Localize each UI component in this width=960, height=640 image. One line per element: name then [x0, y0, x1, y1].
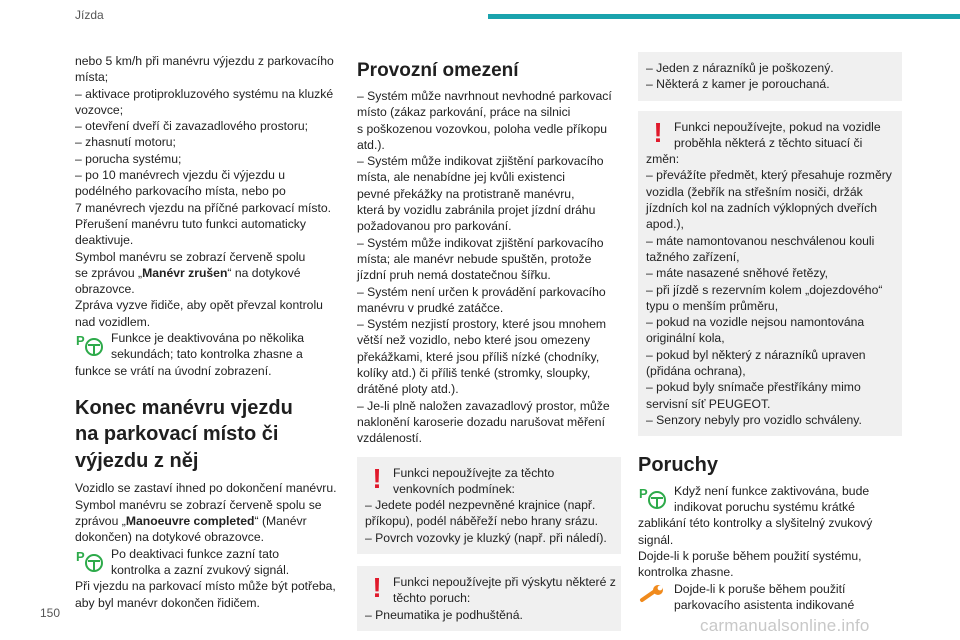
text-line: příkopu), podél náběřeží nebo hrany srázu.: [365, 514, 599, 529]
text-line: Dojde-li k poruše během použití systému,: [638, 548, 862, 563]
note-line: parkovacího asistenta indikované: [674, 597, 855, 612]
text-line: která by vozidlu zabránila projet jízdní dráhu: [357, 203, 596, 218]
intro-text: [75, 53, 345, 265]
column-3: [638, 52, 902, 613]
text-line: zablikání této kontrolky a slyšitelný zvukový: [638, 516, 873, 531]
warning-line: venkovních podmínek:: [393, 481, 515, 496]
warning-box: [638, 111, 902, 437]
text-line: podélného parkovacího místa, nebo po: [75, 184, 286, 199]
text-line: – Povrch vozovky je kluzký (např. při náledí).: [365, 530, 607, 545]
text-line: místa; ale manévr nebude spuštěn, protože: [357, 251, 592, 266]
text-line: místo (zákaz parkování, práce na silnici: [357, 105, 571, 120]
column-1: [75, 53, 345, 611]
text-line: – zhasnutí motoru;: [75, 135, 176, 150]
text-line: – Senzory nebyly pro vozidlo schváleny.: [646, 412, 862, 427]
text-line: – pokud na vozidle nejsou namontována: [646, 315, 865, 330]
message-line: se zprávou „Manévr zrušen“ na dotykové: [75, 265, 301, 280]
text-line: servisní síť PEUGEOT.: [646, 396, 771, 411]
warning-line: Funkci nepoužívejte, pokud na vozidle: [674, 119, 881, 134]
text-line: – aktivace protiprokluzového systému na kluzké: [75, 86, 334, 101]
note-line: sekundách; tato kontrolka zhasne a: [111, 347, 303, 362]
text-line: – Jedete podél nezpevněné krajnice (např.: [365, 498, 596, 513]
column-2: [357, 58, 621, 631]
warning-icon: !: [372, 462, 382, 494]
svg-text:P: P: [639, 485, 648, 501]
text-line: Přerušení manévru tuto funkci automaticky: [75, 216, 306, 231]
text-line: Symbol manévru se zobrazí červeně spolu: [75, 249, 306, 264]
note-line: indikovat poruchu systému krátké: [674, 500, 855, 515]
text-line: (přidána ochrana),: [646, 364, 746, 379]
note-line: Funkce je deaktivována po několika: [111, 331, 305, 346]
note-line: Po deaktivaci funkce zazní tato: [111, 546, 280, 561]
text-line: – Systém může indikovat zjištění parkovacího: [357, 235, 604, 250]
body-line: Symbol manévru se zobrazí červeně spolu se: [75, 497, 322, 512]
note-line: aby byl manévr dokončen řidičem.: [75, 595, 260, 610]
note-line: Při vjezdu na parkovací místo může být potřeba,: [75, 579, 336, 594]
watermark: carmanualsonline.info: [700, 616, 870, 635]
text-line: jízdních kol na zadních výklopných dveřích: [646, 201, 878, 216]
text-line: kolíky atd.) či příliš tenké (stromky, sloupky,: [357, 366, 591, 381]
text-line: Zpráva vyzve řidiče, aby opět převzal kontrolu: [75, 298, 323, 313]
section-heading: Konec manévru vjezdu na parkovací místo či výjezdu z něj: [75, 396, 293, 472]
limitations-list: [357, 88, 621, 447]
park-assist-icon: [638, 485, 668, 511]
section-title: Jízda: [75, 8, 104, 22]
text-line: – Systém může indikovat zjištění parkovacího: [357, 154, 604, 169]
icon-note: [75, 546, 345, 579]
page-number: 150: [40, 606, 61, 620]
text-line: požadovanou pro parkování.: [357, 219, 512, 234]
text-line: – Systém nezjistí prostory, které jsou mnohem: [357, 317, 607, 332]
text-line: – Systém není určen k provádění parkovacího: [357, 284, 606, 299]
text-line: – Systém může navrhnout nevhodné parkovací: [357, 89, 612, 103]
note-line: kontrolka a zazní zvukový signál.: [111, 562, 290, 577]
box-line: – Jeden z nárazníků je poškozený.: [646, 61, 834, 75]
park-assist-icon: [75, 548, 105, 574]
text-line: místa;: [75, 70, 109, 85]
message-name: Manévr zrušen: [142, 265, 228, 280]
warning-line: proběhla některá z těchto situací či: [674, 135, 863, 150]
text-line: kontrolka zhasne.: [638, 565, 734, 580]
text-line: – porucha systému;: [75, 151, 182, 166]
after-message-text: [75, 281, 345, 330]
header-accent-bar: [488, 14, 960, 19]
warning-box: [357, 566, 621, 631]
warning-icon: !: [372, 572, 382, 604]
text-line: naklonění karoserie dozadu narušovat měření: [357, 414, 605, 429]
message-line: zprávou „Manoeuvre completed“ (Manévr: [75, 514, 307, 529]
icon-note: [75, 330, 345, 363]
text-line: vzdáleností.: [357, 431, 423, 446]
text-line: s poškozenou vozovkou, poloha vedle příkopu: [357, 121, 608, 136]
warning-line: Funkci nepoužívejte při výskytu některé z: [393, 575, 616, 590]
body-line: Vozidlo se zastaví ihned po dokončení manévru.: [75, 481, 337, 496]
text-line: atd.).: [357, 137, 385, 152]
text-line: – máte nasazené sněhové řetězy,: [646, 266, 829, 281]
wrench-icon: [638, 583, 668, 605]
text-line: pevné překážky na protistraně manévru,: [357, 186, 575, 201]
note-line: funkce se vrátí na úvodní zobrazení.: [75, 363, 272, 378]
text-line: obrazovce.: [75, 282, 135, 297]
text-line: tažného zařízení,: [646, 249, 740, 264]
text-line: – Je-li plně naložen zavazadlový prostor, může: [357, 398, 610, 413]
text-line: – při jízdě s rezervním kolem „dojezdového“: [646, 282, 883, 297]
note-line: Když není funkce zaktivována, bude: [674, 483, 870, 498]
body-line: dokončen) na dotykové obrazovce.: [75, 530, 265, 545]
text-line: překážkami, které jsou příliš nízké (chodníky,: [357, 349, 600, 364]
text-line: vozovce;: [75, 102, 124, 117]
warning-line: těchto poruch:: [393, 591, 471, 606]
section-heading: Poruchy: [638, 454, 719, 477]
svg-text:P: P: [76, 548, 85, 564]
note-line: Dojde-li k poruše během použití: [674, 581, 846, 596]
text-line: typu o menším průměru,: [646, 298, 779, 313]
warning-icon: !: [653, 116, 663, 148]
text-line: 7 manévrech vjezdu na příčné parkovací místo.: [75, 200, 332, 215]
text-line: nebo 5 km/h při manévru výjezdu z parkovacího: [75, 54, 334, 68]
text-line: – pokud byl některý z nárazníků upraven: [646, 347, 866, 362]
text-line: místa, ale nenabídne jej kvůli existenci: [357, 170, 565, 185]
section-heading: Provozní omezení: [357, 60, 519, 81]
text-line: – převážíte předmět, který přesahuje rozměry: [646, 168, 892, 183]
park-assist-icon: [75, 332, 105, 358]
icon-note: [638, 483, 902, 516]
text-line: deaktivuje.: [75, 233, 134, 248]
icon-note: [638, 581, 902, 614]
warning-line: Funkci nepoužívejte za těchto: [393, 465, 555, 480]
svg-text:P: P: [76, 333, 85, 349]
text-line: – máte namontovanou neschválenou kouli: [646, 233, 875, 248]
text-line: manévru v prudké zatáčce.: [357, 300, 504, 315]
text-line: apod.),: [646, 217, 684, 232]
text-line: – Pneumatika je podhuštěná.: [365, 607, 523, 622]
warning-box: [357, 457, 621, 554]
text-line: jízdní pruh nemá dostatečnou šířku.: [357, 268, 551, 283]
message-name: Manoeuvre completed: [125, 514, 255, 529]
box-line: – Některá z kamer je porouchaná.: [646, 77, 830, 92]
text-line: – otevření dveří či zavazadlového prostoru;: [75, 119, 309, 134]
text-line: signál.: [638, 532, 674, 547]
text-line: – pokud byly snímače přestříkány mimo: [646, 380, 861, 395]
text-line: větší než vozidlo, nebo které jsou omezeny: [357, 333, 591, 348]
text-line: vozidla (žebřík na střešním nosiči, držák: [646, 184, 863, 199]
text-line: nad vozidlem.: [75, 314, 151, 329]
text-line: originální kola,: [646, 331, 725, 346]
continued-box: [638, 52, 902, 101]
text-line: – po 10 manévrech vjezdu či výjezdu u: [75, 168, 286, 183]
text-line: drátěné ploty atd.).: [357, 382, 459, 397]
text-line: změn:: [646, 152, 680, 167]
